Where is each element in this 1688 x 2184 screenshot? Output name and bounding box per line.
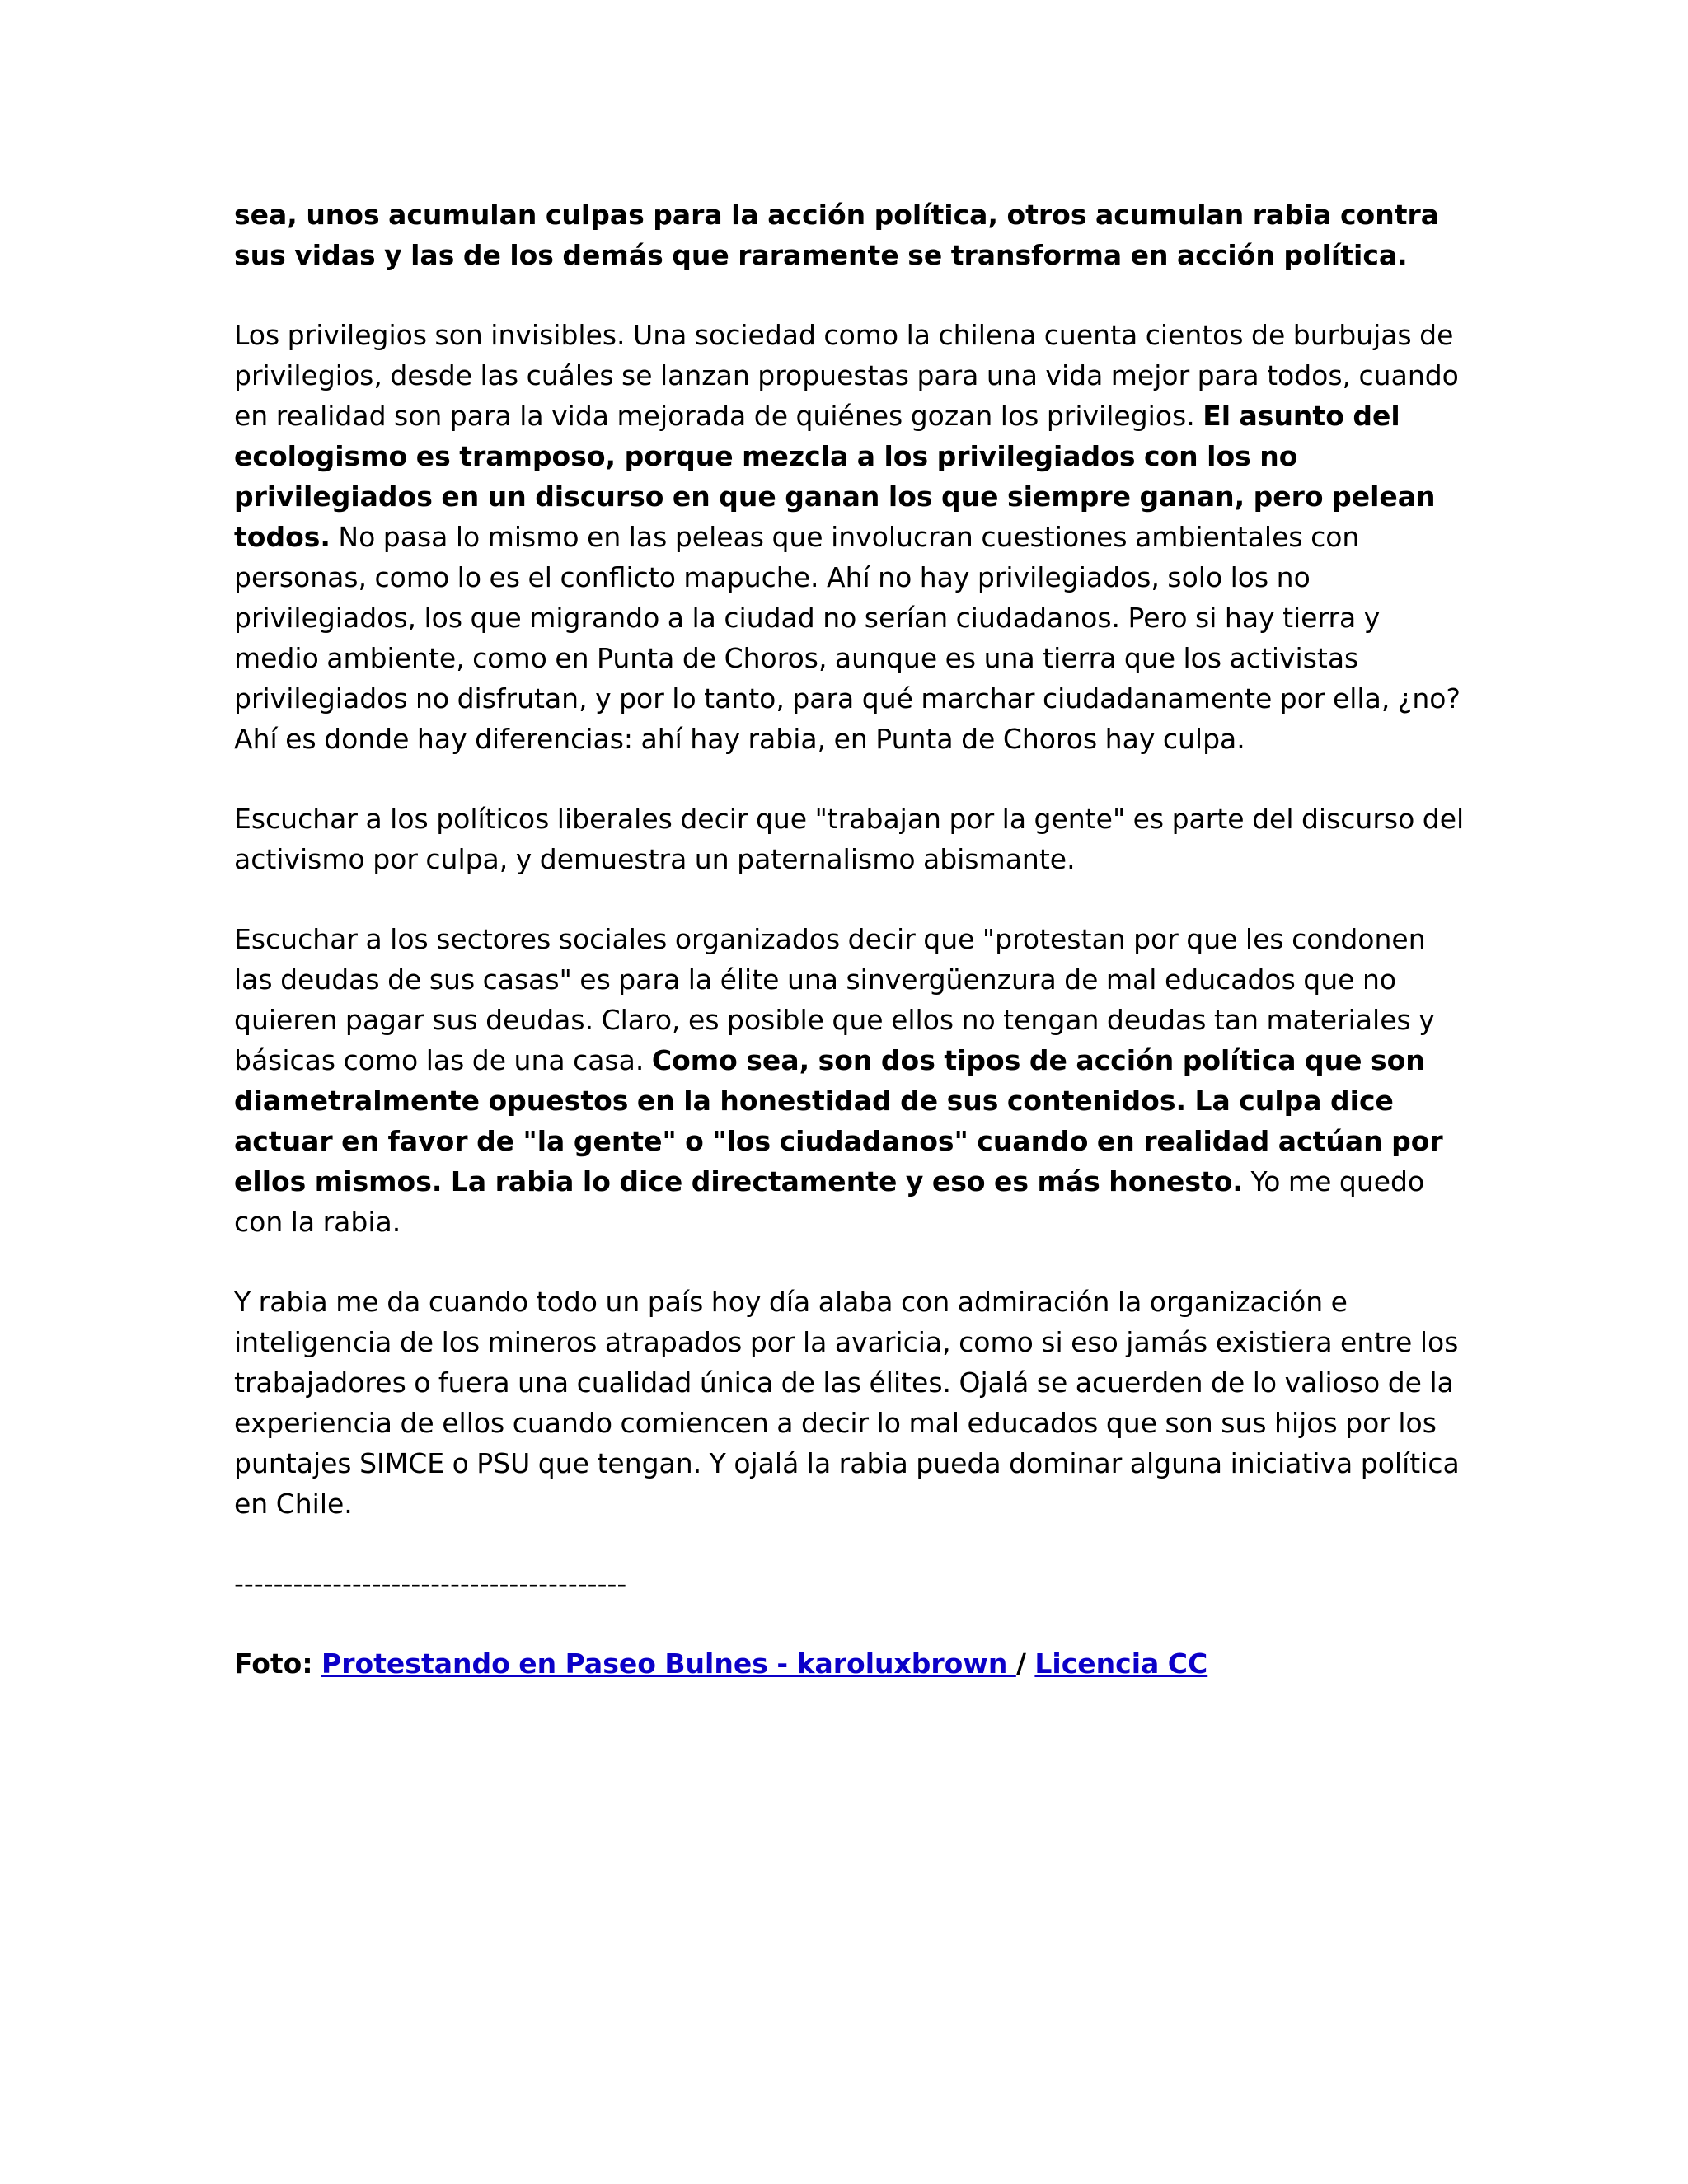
divider-line: ---------------------------------------- xyxy=(234,1568,627,1600)
document-body xyxy=(234,194,1470,1684)
photo-source-link[interactable]: Protestando en Paseo Bulnes - karoluxbrown xyxy=(321,1647,1016,1680)
paragraph-4 xyxy=(234,919,1470,1242)
caption-separator: / xyxy=(1015,1647,1035,1680)
caption-prefix: Foto: xyxy=(234,1647,322,1680)
paragraph-1-bold: sea, unos acumulan culpas para la acción política, otros acumulan rabia contra sus vidas y las de los demás que raramente se transforma en acción política. xyxy=(234,199,1440,271)
paragraph-3 xyxy=(234,799,1470,879)
paragraph-4-text-2: Yo me quedo con la rabia. xyxy=(234,1165,1425,1238)
paragraph-2 xyxy=(234,315,1470,759)
photo-caption xyxy=(234,1643,1470,1684)
paragraph-3-text: Escuchar a los políticos liberales decir que "trabajan por la gente" es parte del discurso del activismo por culpa, y demuestra un paternalismo abismante. xyxy=(234,803,1465,875)
paragraph-5-text: Y rabia me da cuando todo un país hoy día alaba con admiración la organización e inteligencia de los mineros atrapados por la avaricia, como si eso jamás existiera entre los trabajadores o fuera una cualidad única de las élites. Ojalá se acuerden de lo valioso de la experiencia de ellos cuando comiencen a decir lo mal educados que son sus hijos por los puntajes SIMCE o PSU que tengan. Y ojalá la rabia pueda dominar alguna iniciativa política en Chile. xyxy=(234,1286,1460,1520)
paragraph-2-bold: El asunto del ecologismo es tramposo, porque mezcla a los privilegiados con los no privilegiados en un discurso en que ganan los que siempre ganan, pero pelean todos. xyxy=(234,400,1436,553)
paragraph-2-text-1: Los privilegios son invisibles. Una sociedad como la chilena cuenta cientos de burbujas de privilegios, desde las cuáles se lanzan propuestas para una vida mejor para todos, cuando en realidad son para la vida mejorada de quiénes gozan los privilegios. xyxy=(234,319,1459,432)
paragraph-2-text-2: No pasa lo mismo en las peleas que involucran cuestiones ambientales con personas, como lo es el conflicto mapuche. Ahí no hay privilegiados, solo los no privilegiados, los que migrando a la ciudad no serían ciudadanos. Pero si hay tierra y medio ambiente, como en Punta de Choros, aunque es una tierra que los activistas privilegiados no disfrutan, y por lo tanto, para qué marchar ciudadanamente por ella, ¿no? Ahí es donde hay diferencias: ahí hay rabia, en Punta de Choros hay culpa. xyxy=(234,521,1461,755)
license-link[interactable]: Licencia CC xyxy=(1034,1647,1208,1680)
paragraph-5 xyxy=(234,1282,1470,1524)
paragraph-4-text-1: Escuchar a los sectores sociales organizados decir que "protestan por que les condonen las deudas de sus casas" es para la élite una sinvergüenzura de mal educados que no quieren pagar sus deudas. Claro, es posible que ellos no tengan deudas tan materiales y básicas como las de una casa. xyxy=(234,923,1435,1076)
paragraph-1 xyxy=(234,194,1470,275)
paragraph-4-bold: Como sea, son dos tipos de acción política que son diametralmente opuestos en la honestidad de sus contenidos. La culpa dice actuar en favor de "la gente" o "los ciudadanos" cuando en realidad actúan por ellos mismos. La rabia lo dice directamente y eso es más honesto. xyxy=(234,1044,1443,1197)
